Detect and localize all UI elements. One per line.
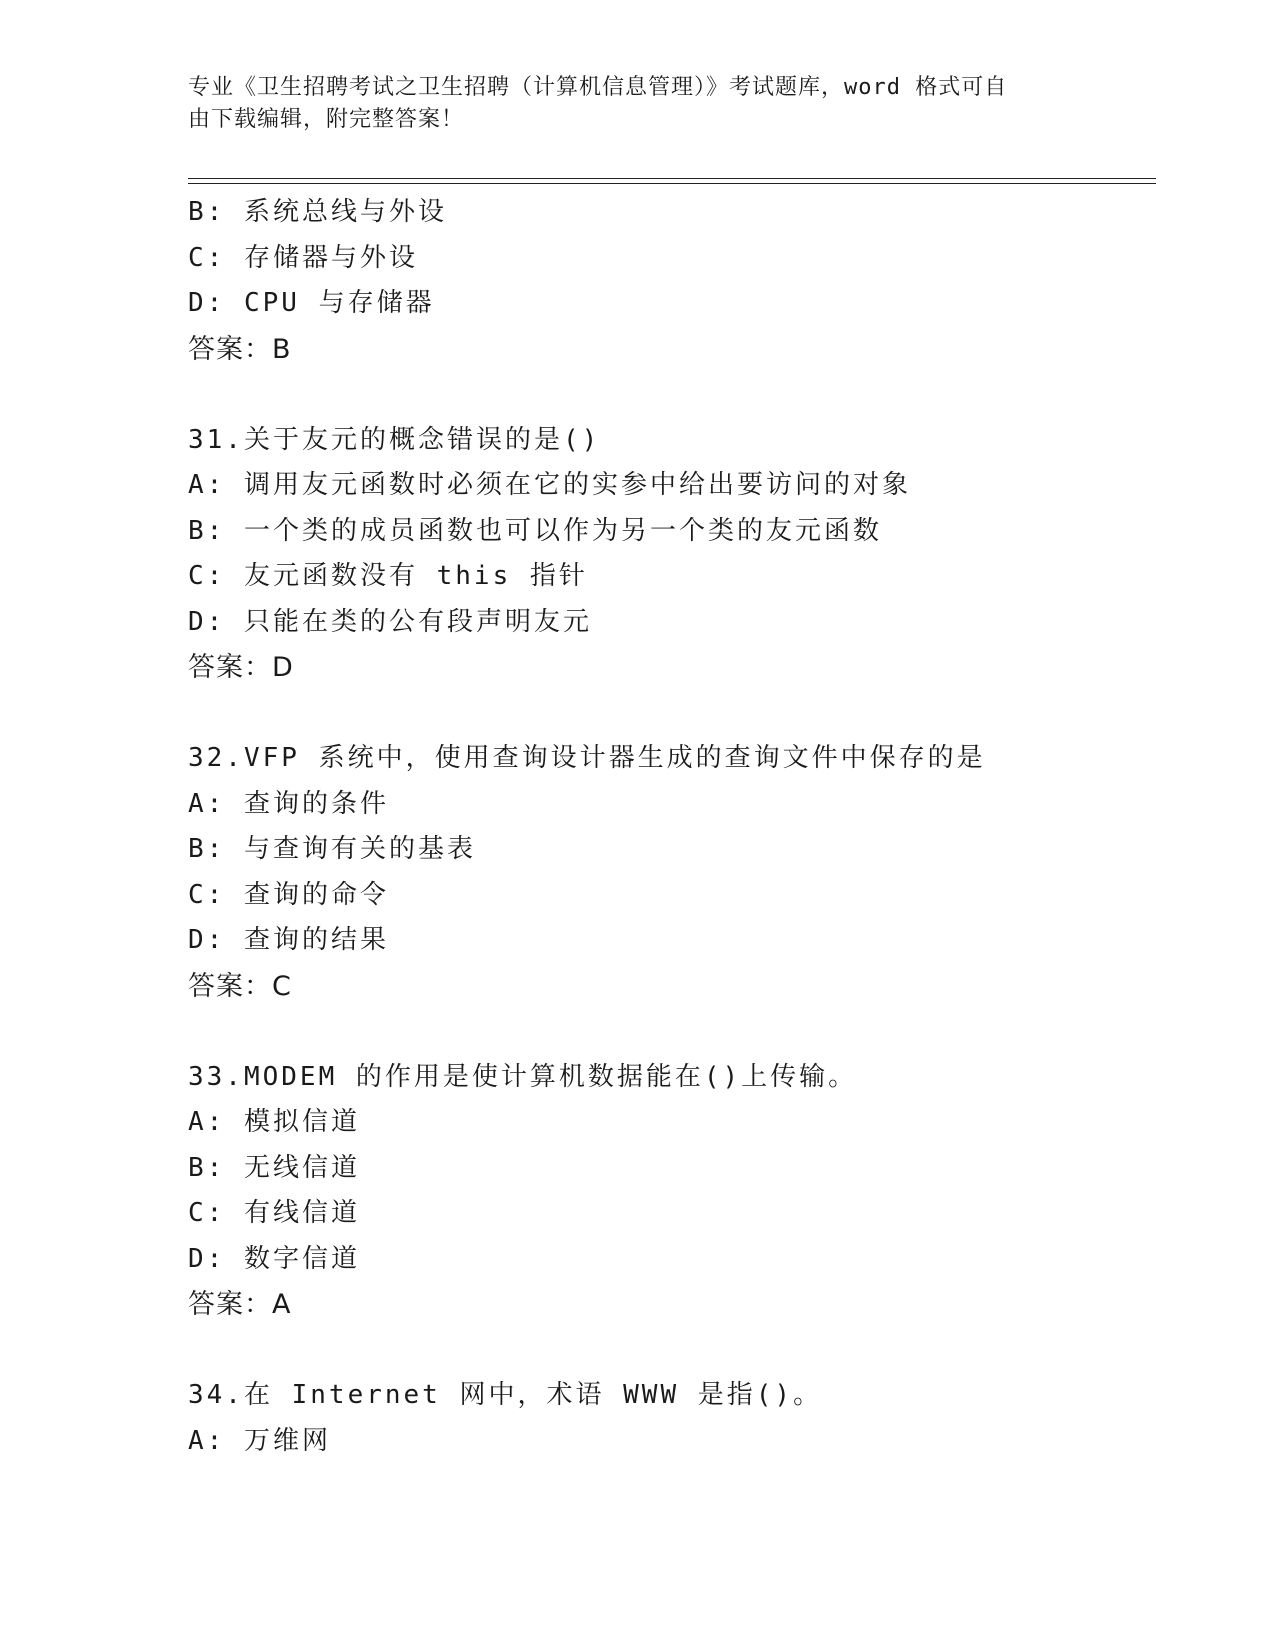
question-stem: 31.关于友元的概念错误的是() bbox=[188, 424, 601, 455]
option-b: B: 无线信道 bbox=[188, 1152, 360, 1183]
answer-line: 答案：C bbox=[188, 970, 292, 1002]
question-list bbox=[188, 190, 1158, 1464]
header-divider-top bbox=[188, 178, 1156, 179]
option-c: C: 有线信道 bbox=[188, 1198, 360, 1228]
option-b: B: 系统总线与外设 bbox=[188, 197, 447, 227]
question-32 bbox=[188, 736, 1158, 1009]
answer-line: 答案：A bbox=[188, 1289, 292, 1320]
question-31 bbox=[188, 418, 1158, 691]
document-header bbox=[188, 72, 1068, 136]
header-line-1: 专业《卫生招聘考试之卫生招聘（计算机信息管理）》考试题库，word 格式可自 bbox=[188, 75, 1008, 100]
option-c: C: 查询的命令 bbox=[188, 879, 389, 910]
option-d: D: 只能在类的公有段声明友元 bbox=[188, 606, 592, 637]
answer-line: 答案：B bbox=[188, 333, 292, 365]
option-a: A: 调用友元函数时必须在它的实参中给出要访问的对象 bbox=[188, 470, 911, 500]
option-a: A: 万维网 bbox=[188, 1425, 331, 1456]
spacer bbox=[188, 372, 1158, 418]
spacer bbox=[188, 1009, 1158, 1055]
option-d: D: 查询的结果 bbox=[188, 925, 389, 955]
option-a: A: 查询的条件 bbox=[188, 788, 389, 819]
option-b: B: 一个类的成员函数也可以作为另一个类的友元函数 bbox=[188, 515, 882, 546]
question-stem: 32.VFP 系统中，使用查询设计器生成的查询文件中保存的是 bbox=[188, 743, 986, 773]
answer-line: 答案：D bbox=[188, 652, 294, 683]
header-divider-bottom bbox=[188, 183, 1156, 184]
header-line-2: 由下载编辑，附完整答案！ bbox=[188, 107, 465, 132]
spacer bbox=[188, 1328, 1158, 1374]
question-30-continued bbox=[188, 190, 1158, 372]
question-stem: 34.在 Internet 网中，术语 WWW 是指()。 bbox=[188, 1380, 823, 1410]
spacer bbox=[188, 691, 1158, 737]
question-stem: 33.MODEM 的作用是使计算机数据能在()上传输。 bbox=[188, 1061, 858, 1092]
option-b: B: 与查询有关的基表 bbox=[188, 834, 476, 864]
option-d: D: CPU 与存储器 bbox=[188, 288, 435, 318]
option-a: A: 模拟信道 bbox=[188, 1107, 360, 1137]
question-33 bbox=[188, 1055, 1158, 1328]
option-c: C: 友元函数没有 this 指针 bbox=[188, 561, 588, 591]
option-d: D: 数字信道 bbox=[188, 1243, 360, 1274]
question-34 bbox=[188, 1373, 1158, 1464]
option-c: C: 存储器与外设 bbox=[188, 242, 418, 273]
